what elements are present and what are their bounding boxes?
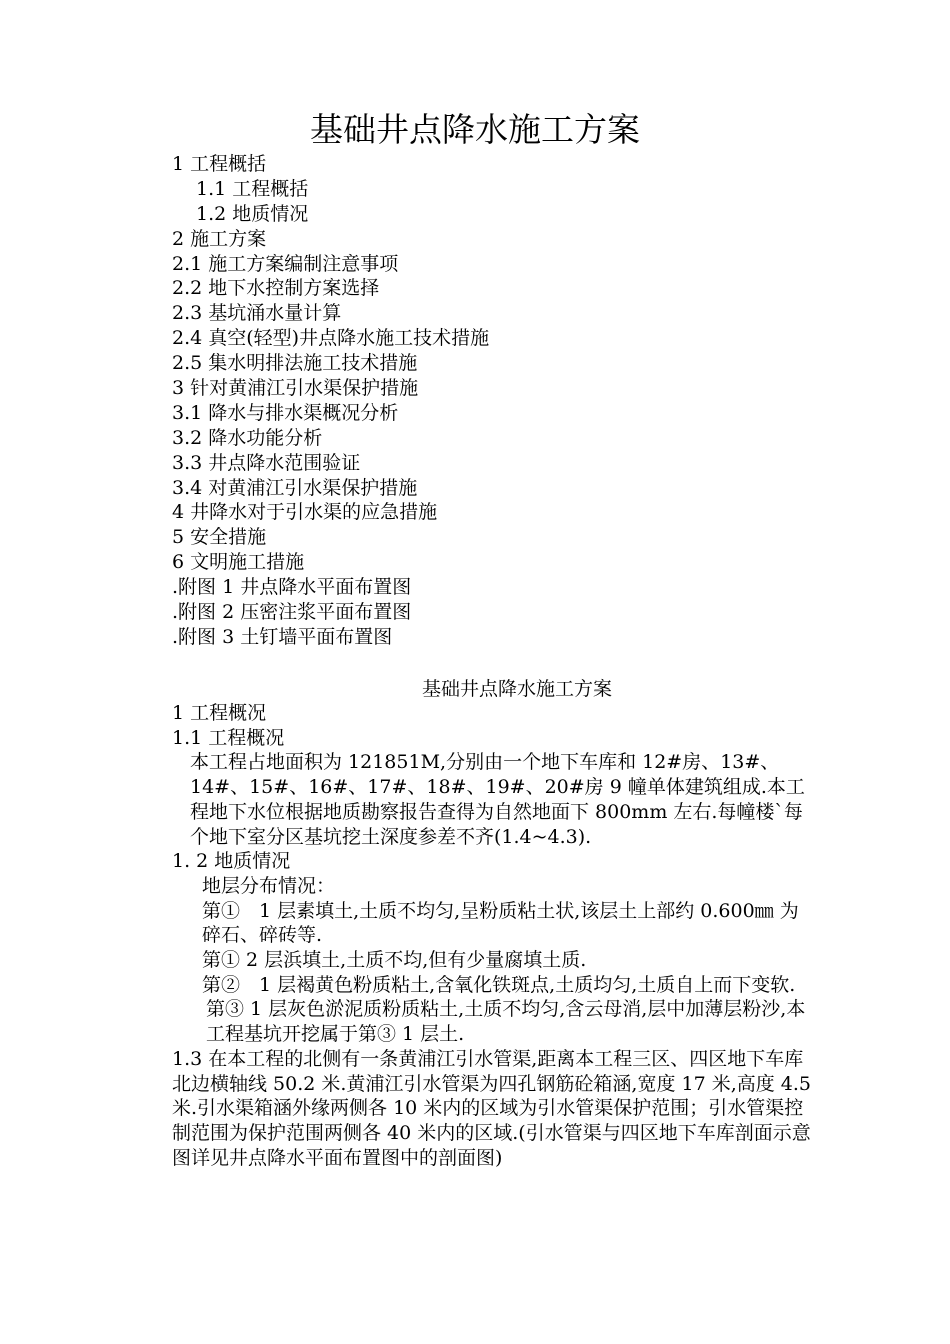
toc-item: 1.1 工程概括: [196, 177, 309, 200]
section-title: 基础井点降水施工方案: [421, 678, 612, 700]
toc-item: .附图 3 土钉墙平面布置图: [172, 625, 393, 648]
document-body: [172, 701, 812, 1170]
section-heading: 1 工程概况: [172, 702, 267, 724]
paragraph: 第② 1 层褐黄色粉质粘土,含氧化铁斑点,土质均匀,土质自上而下变软.: [202, 973, 796, 996]
toc-item: 3.1 降水与排水渠概况分析: [172, 401, 399, 424]
section-heading: 1.1 工程概况: [172, 726, 285, 749]
toc-item: 2.1 施工方案编制注意事项: [172, 252, 399, 275]
toc-item: 2 施工方案: [172, 227, 267, 250]
toc-item: 2.4 真空(轻型)井点降水施工技术措施: [172, 327, 490, 350]
toc-item: 2.5 集水明排法施工技术措施: [172, 352, 418, 375]
toc-item: 3.3 井点降水范围验证: [172, 451, 361, 474]
toc-item: 1.2 地质情况: [196, 202, 309, 225]
toc-item: 1 工程概括: [172, 153, 267, 175]
paragraph: 地层分布情况：: [202, 874, 336, 897]
toc-item: .附图 1 井点降水平面布置图: [172, 576, 412, 599]
document-title: 基础井点降水施工方案: [310, 110, 640, 149]
toc-item: 6 文明施工措施: [172, 551, 305, 574]
toc-item: 5 安全措施: [172, 526, 267, 549]
paragraph: 1.3 在本工程的北侧有一条黄浦江引水管渠,距离本工程三区、四区地下车库北边横轴线 50.2 米.黄浦江引水管渠为四孔钢筋砼箱涵,宽度 17 米,高度 4.5 米.引水渠箱涵外缘两侧各 10 米内的区域为引水管渠保护范围；引水管渠控制范围为保护范围两侧各 40 米内的区域.(引水管渠与四区地下车库剖面示意图详见井点降水平面布置图中的剖面图): [172, 1047, 812, 1169]
toc-item: 3 针对黄浦江引水渠保护措施: [172, 377, 419, 400]
section-heading: 1. 2 地质情况: [172, 850, 291, 873]
paragraph: 本工程占地面积为 121851M,分别由一个地下车库和 12#房、13#、14#、15#、16#、17#、18#、19#、20#房 9 幢单体建筑组成.本工程地下水位根据地质勘察报告查得为自然地面下 800mm 左右.每幢楼`每个地下室分区基坑挖土深度参差不齐(1.4~4.3).: [190, 751, 805, 848]
toc-item: 3.2 降水功能分析: [172, 426, 323, 449]
paragraph: 第③ 1 层灰色淤泥质粉质粘土,土质不均匀,含云母消,层中加薄层粉沙,本工程基坑开挖属于第③ 1 层土.: [206, 998, 806, 1046]
toc-item: .附图 2 压密注浆平面布置图: [172, 601, 412, 624]
paragraph: 第① 2 层浜填土,土质不均,但有少量腐填土质.: [202, 949, 587, 972]
paragraph: 第① 1 层素填土,土质不均匀,呈粉质粘土状,该层土上部约 0.600㎜ 为碎石、碎砖等.: [202, 899, 799, 947]
table-of-contents: [172, 152, 812, 650]
toc-item: 3.4 对黄浦江引水渠保护措施: [172, 476, 418, 499]
toc-item: 2.2 地下水控制方案选择: [172, 277, 380, 300]
toc-item: 2.3 基坑涌水量计算: [172, 302, 342, 325]
toc-item: 4 井降水对于引水渠的应急措施: [172, 501, 438, 524]
